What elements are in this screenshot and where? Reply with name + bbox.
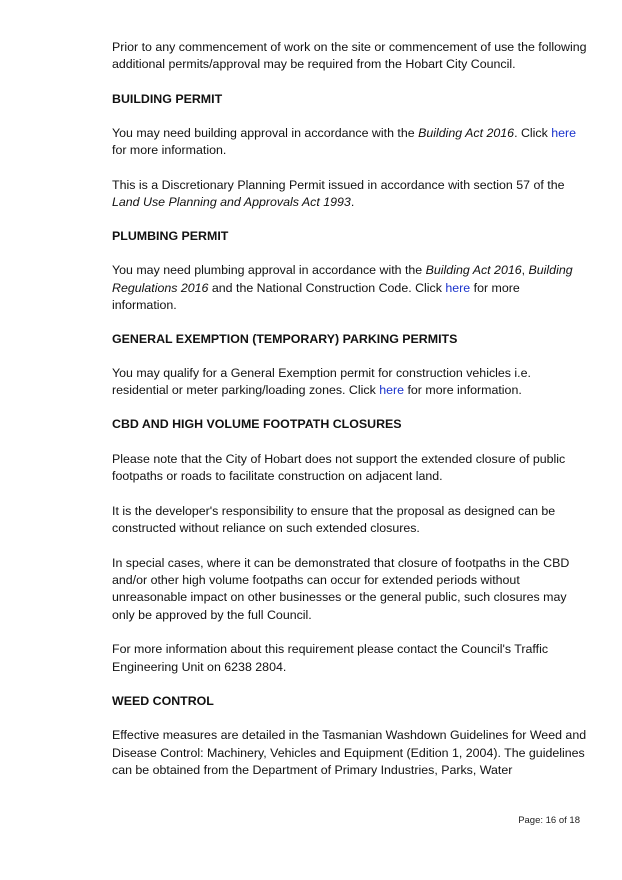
discretionary-permit-paragraph: This is a Discretionary Planning Permit issued in accordance with section 57 of the Land Use Planning and Approvals Act 1993. xyxy=(112,177,565,210)
parking-permits-paragraph: You may qualify for a General Exemption permit for construction vehicles i.e. residential or meter parking/loading zones. Click here for more information. xyxy=(112,365,531,398)
footpath-closures-heading: CBD AND HIGH VOLUME FOOTPATH CLOSURES xyxy=(112,417,402,432)
weed-control-paragraph: Effective measures are detailed in the Tasmanian Washdown Guidelines for Weed and Disease Control: Machinery, Vehicles and Equipment (Edition 1, 2004). The guidelines can be obtained from the Department of Primary Industries, Parks, Water xyxy=(112,728,587,778)
building-permit-link[interactable]: here xyxy=(551,125,577,140)
page-number: Page: 16 of 18 xyxy=(518,815,580,826)
footpath-closures-paragraph-1: Please note that the City of Hobart does not support the extended closure of public footpaths or roads to facilitate construction on adjacent land. xyxy=(112,451,566,484)
intro-paragraph: Prior to any commencement of work on the site or commencement of use the following additional permits/approval may be required from the Hobart City Council. xyxy=(112,40,587,72)
building-act-title: Building Act 2016 xyxy=(425,263,522,278)
building-permit-paragraph: You may need building approval in accordance with the Building Act 2016. Click here for more information. xyxy=(112,125,577,158)
building-regulations-title: Building Regulations 2016 xyxy=(112,263,573,295)
plumbing-permit-paragraph: You may need plumbing approval in accordance with the Building Act 2016, Building Regulations 2016 and the National Construction Code. Click here for more information. xyxy=(112,263,573,312)
parking-permits-heading: GENERAL EXEMPTION (TEMPORARY) PARKING PERMITS xyxy=(112,331,458,346)
plumbing-permit-link[interactable]: here xyxy=(445,280,471,295)
land-use-act-title: Land Use Planning and Approvals Act 1993 xyxy=(112,195,351,210)
building-permit-heading: BUILDING PERMIT xyxy=(112,92,223,106)
footpath-closures-paragraph-3: In special cases, where it can be demonstrated that closure of footpaths in the CBD and/or other high volume footpaths can occur for extended periods without unreasonable impact on other businesses or the general public, such closures may only be approved by the full Council. xyxy=(112,555,570,622)
building-act-title: Building Act 2016 xyxy=(418,125,515,140)
weed-control-heading: WEED CONTROL xyxy=(112,693,214,708)
parking-permits-link[interactable]: here xyxy=(379,383,405,398)
footpath-closures-paragraph-4: For more information about this requirement please contact the Council's Traffic Engineering Unit on 6238 2804. xyxy=(112,642,549,674)
plumbing-permit-heading: PLUMBING PERMIT xyxy=(112,229,229,244)
document-page xyxy=(112,39,587,780)
footpath-closures-paragraph-2: It is the developer's responsibility to ensure that the proposal as designed can be constructed without reliance on such extended closures. xyxy=(112,503,556,536)
